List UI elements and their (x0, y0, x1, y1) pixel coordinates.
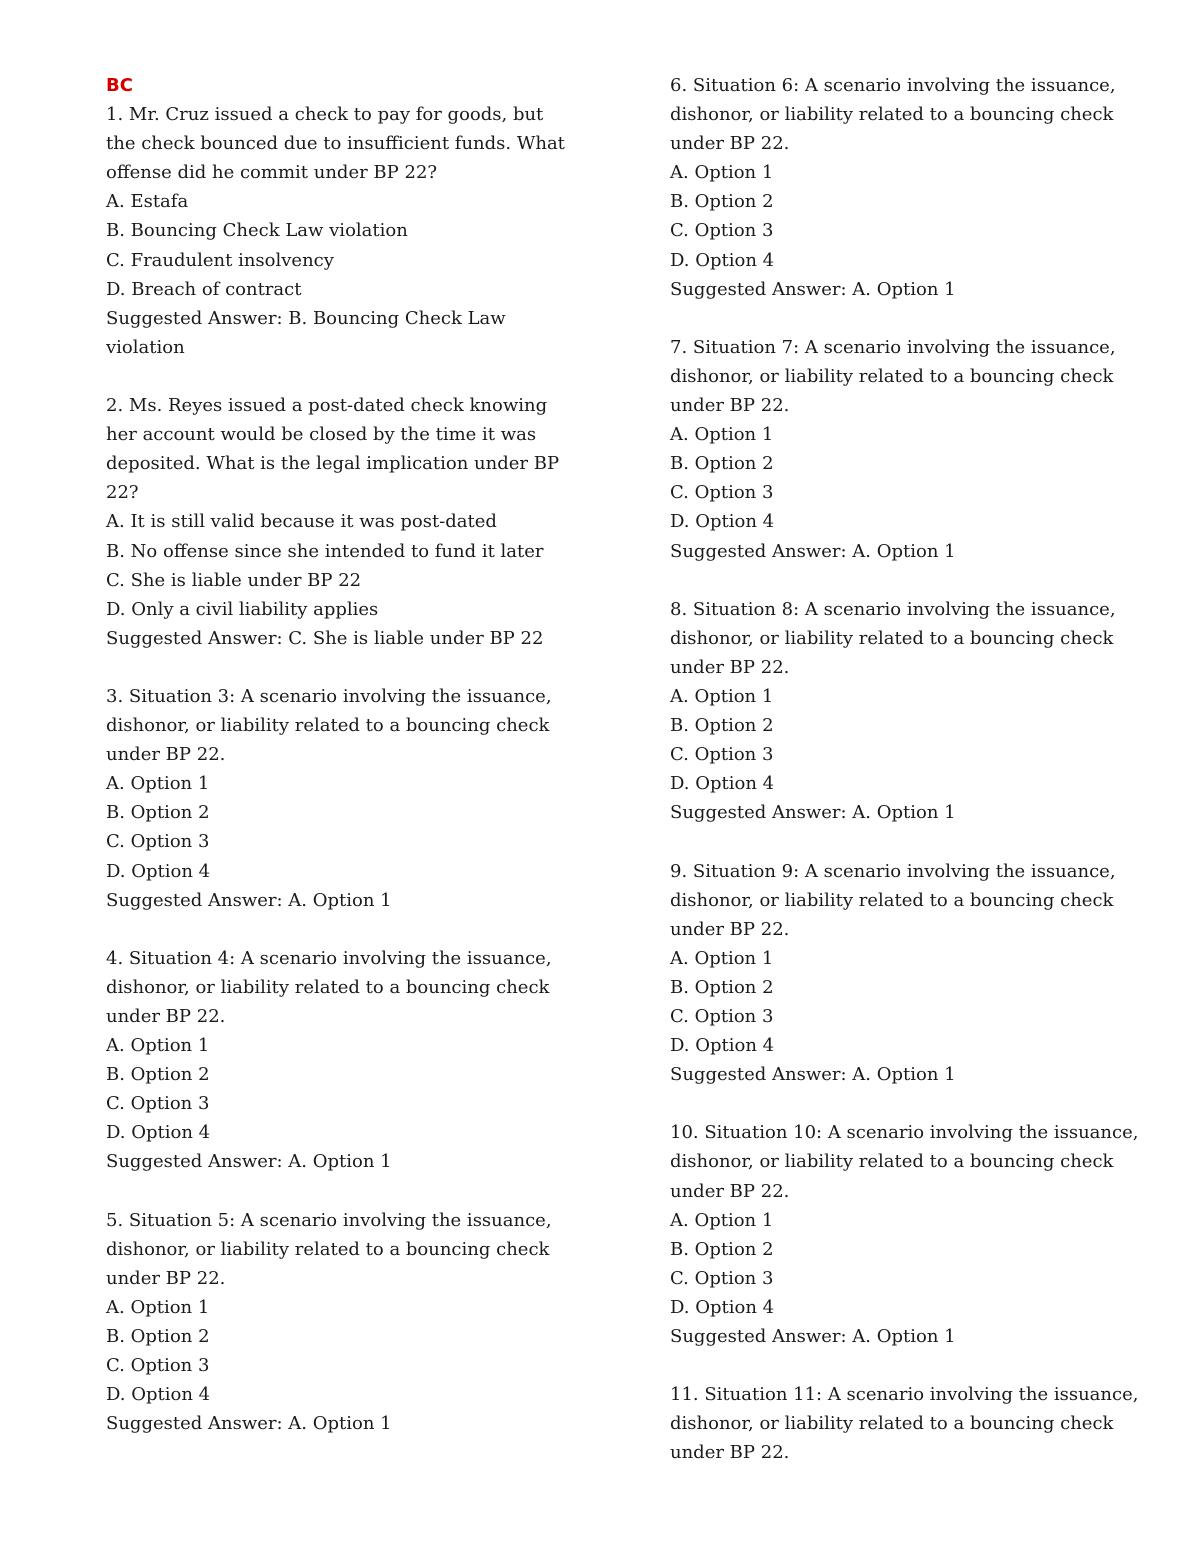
answer-option: A. Option 1 (670, 947, 774, 969)
answer-option: D. Option 4 (106, 1384, 211, 1406)
suggested-answer: Suggested Answer: A. Option 1 (670, 540, 956, 562)
answer-option: C. Option 3 (670, 1267, 774, 1289)
answer-option: D. Option 4 (670, 1296, 775, 1318)
answer-option: D. Only a civil liability applies (106, 598, 379, 620)
answer-option: A. Option 1 (670, 1209, 774, 1231)
answer-option: C. Option 3 (670, 744, 774, 766)
question-stem: 11. Situation 11: A scenario involving the issuance, dishonor, or liability related to a bouncing check under BP 22. (670, 1384, 1139, 1464)
question-block (670, 1118, 1140, 1351)
question-block (106, 100, 576, 362)
question-block (106, 944, 576, 1177)
answer-option: A. Option 1 (106, 1296, 210, 1318)
answer-option: D. Breach of contract (106, 278, 302, 300)
right-column (670, 71, 1140, 1468)
suggested-answer: Suggested Answer: A. Option 1 (670, 802, 956, 824)
question-block (670, 857, 1140, 1090)
answer-option: D. Option 4 (670, 249, 775, 271)
answer-option: C. Option 3 (106, 1093, 210, 1115)
answer-option: B. Option 2 (670, 453, 774, 475)
answer-option: C. Option 3 (670, 482, 774, 504)
answer-option: C. Option 3 (670, 1006, 774, 1027)
answer-option: A. Option 1 (670, 162, 774, 184)
answer-option: B. Option 2 (106, 1326, 210, 1348)
answer-option: C. She is liable under BP 22 (106, 569, 362, 591)
question-stem: 7. Situation 7: A scenario involving the issuance, dishonor, or liability related to a bouncing check under BP 22. (670, 336, 1116, 417)
answer-option: D. Option 4 (670, 1035, 775, 1057)
suggested-answer: Suggested Answer: A. Option 1 (670, 1064, 956, 1086)
question-stem: 6. Situation 6: A scenario involving the issuance, dishonor, or liability related to a bouncing check under BP 22. (670, 75, 1116, 155)
question-block (106, 682, 576, 915)
suggested-answer: Suggested Answer: A. Option 1 (106, 1151, 392, 1173)
suggested-answer: Suggested Answer: A. Option 1 (670, 278, 956, 300)
question-stem: 3. Situation 3: A scenario involving the issuance, dishonor, or liability related to a bouncing check under BP 22. (106, 685, 552, 766)
question-block (106, 1206, 576, 1439)
answer-option: B. Option 2 (106, 802, 210, 824)
question-block (670, 1380, 1140, 1467)
answer-option: B. Option 2 (670, 191, 774, 213)
answer-option: C. Option 3 (106, 1355, 210, 1377)
answer-option: A. Option 1 (106, 1035, 210, 1057)
answer-option: A. Option 1 (670, 685, 774, 707)
question-stem: 2. Ms. Reyes issued a post-dated check knowing her account would be closed by the time it was deposited. What is the legal implication under BP 22? (106, 395, 560, 504)
answer-option: B. Option 2 (670, 715, 774, 737)
suggested-answer: Suggested Answer: B. Bouncing Check Law violation (106, 307, 506, 358)
question-stem: 4. Situation 4: A scenario involving the issuance, dishonor, or liability related to a bouncing check under BP 22. (106, 947, 552, 1027)
answer-option: D. Option 4 (670, 511, 775, 533)
question-stem: 5. Situation 5: A scenario involving the issuance, dishonor, or liability related to a bouncing check under BP 22. (106, 1209, 552, 1289)
answer-option: B. No offense since she intended to fund it later (106, 540, 544, 562)
answer-option: A. Estafa (106, 191, 189, 213)
suggested-answer: Suggested Answer: C. She is liable under BP 22 (106, 627, 544, 649)
suggested-answer: Suggested Answer: A. Option 1 (106, 889, 392, 911)
question-list-right (670, 71, 1140, 1468)
page-title: BC (106, 75, 133, 96)
question-stem: 9. Situation 9: A scenario involving the issuance, dishonor, or liability related to a bouncing check under BP 22. (670, 860, 1116, 940)
answer-option: C. Option 3 (106, 831, 210, 853)
answer-option: B. Option 2 (106, 1064, 210, 1086)
answer-option: C. Option 3 (670, 220, 774, 242)
answer-option: D. Option 4 (106, 1122, 211, 1144)
question-stem: 1. Mr. Cruz issued a check to pay for goods, but the check bounced due to insufficient funds. What offense did he commit under BP 22? (106, 104, 565, 184)
question-stem: 10. Situation 10: A scenario involving the issuance, dishonor, or liability related to a bouncing check under BP 22. (670, 1122, 1139, 1202)
answer-option: B. Bouncing Check Law violation (106, 220, 408, 242)
answer-option: A. Option 1 (106, 773, 210, 795)
question-stem: 8. Situation 8: A scenario involving the issuance, dishonor, or liability related to a bouncing check under BP 22. (670, 598, 1116, 678)
question-block (106, 391, 576, 653)
answer-option: B. Option 2 (670, 976, 774, 998)
answer-option: A. It is still valid because it was post-dated (106, 511, 497, 533)
answer-option: D. Option 4 (106, 860, 211, 882)
answer-option: A. Option 1 (670, 424, 774, 446)
suggested-answer: Suggested Answer: A. Option 1 (670, 1326, 956, 1348)
question-block (670, 71, 1140, 304)
question-block (670, 595, 1140, 828)
left-column (106, 71, 576, 1438)
answer-option: C. Fraudulent insolvency (106, 249, 334, 271)
answer-option: D. Option 4 (670, 773, 775, 795)
suggested-answer: Suggested Answer: A. Option 1 (106, 1413, 392, 1435)
question-block (670, 333, 1140, 566)
answer-option: B. Option 2 (670, 1238, 774, 1260)
question-list-left (106, 100, 576, 1438)
